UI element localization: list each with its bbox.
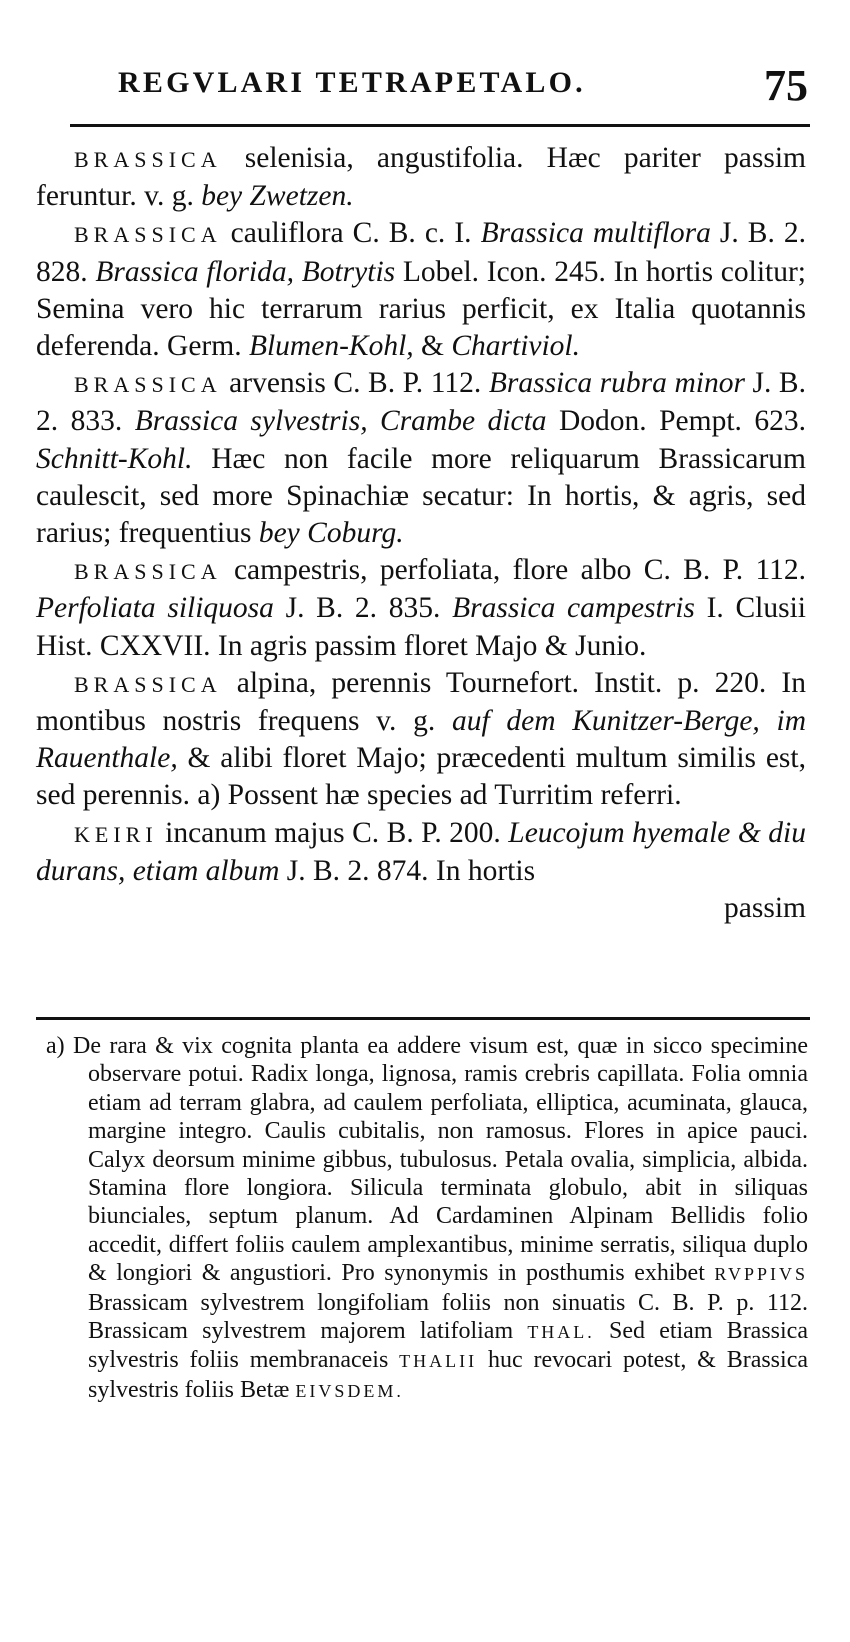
text-run: campestris, perfoliata, flore albo C. B. P. 112. xyxy=(221,554,806,587)
main-text xyxy=(36,140,806,927)
page-number: 75 xyxy=(764,61,808,110)
italic-run: bey Coburg. xyxy=(258,517,404,550)
text-run: J. B. 2. 874. In hortis xyxy=(279,854,536,887)
italic-run: Chartiviol. xyxy=(451,330,581,363)
italic-run: Blumen-Kohl, xyxy=(248,330,414,363)
italic-run: Leucojum hyemale & diu durans, etiam album xyxy=(36,816,806,887)
text-run: J. B. 2. 828. xyxy=(36,217,806,288)
text-run: Dodon. Pempt. 623. xyxy=(546,405,806,438)
text-run: & xyxy=(413,330,452,363)
catchword: passim xyxy=(724,892,806,925)
text-run: selenisia, angustifolia. Hæc pariter passim feruntur. v. g. xyxy=(36,142,806,213)
text-run: Brassicam sylvestrem longifoliam foliis non sinuatis C. B. P. p. 112. Brassicam sylvestrem majorem latifoliam xyxy=(88,1289,808,1345)
italic-run: Brassica florida, Botrytis xyxy=(95,255,396,288)
italic-run: Schnitt-Kohl. xyxy=(36,442,193,475)
entry-brassica-alpina xyxy=(36,665,806,815)
footnote-rule xyxy=(36,1017,810,1020)
text-run: huc revocari potest, & Brassica sylvestris foliis Betæ xyxy=(88,1347,808,1403)
small-caps-name: EIVSDEM. xyxy=(295,1380,404,1401)
text-run: incanum majus C. B. P. 200. xyxy=(157,816,509,849)
text-run: J. B. 2. 835. xyxy=(273,592,453,625)
italic-run: auf dem Kunitzer-Berge, im Rauenthale, xyxy=(36,705,806,775)
genus-name: BRASSICA xyxy=(74,147,222,172)
italic-run: Brassica multiflora xyxy=(480,217,711,250)
genus-name: KEIRI xyxy=(74,821,158,847)
entry-brassica-selenisia xyxy=(36,140,806,215)
header-rule xyxy=(70,124,810,127)
entry-keiri-incanum xyxy=(36,815,806,890)
small-caps-name: RVPPIVS xyxy=(714,1264,808,1285)
entry-brassica-campestris xyxy=(36,552,806,665)
genus-name: BRASSICA xyxy=(74,671,222,697)
genus-name: BRASSICA xyxy=(74,372,222,398)
text-run: Hæc non facile more reliquarum Brassicarum caulescit, sed more Spinachiæ secatur: In hortis, & agris, sed rarius; frequentius xyxy=(36,442,806,550)
italic-run: bey Zwetzen. xyxy=(201,180,354,213)
text-run: Lobel. Icon. 245. In hortis colitur; Semina vero hic terrarum rarius perficit, ex Italia quotannis deferenda. Germ. xyxy=(36,255,807,363)
text-run: cauliflora C. B. c. I. xyxy=(221,217,481,250)
text-run: J. B. 2. 833. xyxy=(36,367,806,438)
italic-run: Brassica rubra minor xyxy=(488,367,745,400)
small-caps-name: THAL. xyxy=(527,1322,595,1343)
page-header xyxy=(118,60,808,120)
entry-brassica-cauliflora xyxy=(36,215,806,365)
footnote-text xyxy=(46,1032,808,1405)
italic-run: Perfoliata siliquosa xyxy=(36,592,274,625)
text-run: arvensis C. B. P. 112. xyxy=(221,367,489,400)
footnote xyxy=(46,1032,808,1405)
small-caps-name: THALII xyxy=(399,1351,478,1372)
text-run: a) De rara & vix cognita planta ea addere visum est, quæ in sicco specimine observare potui. Radix longa, lignosa, ramis crebris capillata. Folia omnia etiam ad terram glabra, ad caulem perfoliata, elliptica, acuminata, glauca, margine integro. Caulis cubitalis, non ramosus. Flores in apice pauci. Calyx deorsum minime gibbus, tubulosus. Petala ovalia, simplicia, albida. Stamina flore longiora. Silicula terminata globulo, abit in siliquas biunciales, septum planum. Ad Cardaminen Alpinam Bellidis folio accedit, differt foliis caulem amplexantibus, minime serratis, siliqua duplo & longiori & angustiori. Pro synonymis in posthumis exhibet xyxy=(46,1033,808,1287)
italic-run: Brassica campestris xyxy=(452,592,695,625)
genus-name: BRASSICA xyxy=(74,222,222,248)
genus-name: BRASSICA xyxy=(74,559,222,585)
entry-brassica-arvensis xyxy=(36,365,806,552)
running-title: REGVLARI TETRAPETALO. xyxy=(118,66,586,99)
italic-run: Brassica sylvestris, Crambe dicta xyxy=(134,405,547,438)
text-run: Sed etiam Brassica sylvestris foliis membranaceis xyxy=(88,1318,808,1374)
text-run: alpina, perennis Tournefort. Instit. p. 220. In montibus nostris frequens v. g. xyxy=(36,666,806,738)
text-run: & alibi floret Majo; præcedenti multum similis est, sed perennis. a) Possent hæ species ad Turritim referri. xyxy=(36,742,806,812)
text-run: I. Clusii Hist. CXXVII. In agris passim floret Majo & Junio. xyxy=(36,592,806,662)
